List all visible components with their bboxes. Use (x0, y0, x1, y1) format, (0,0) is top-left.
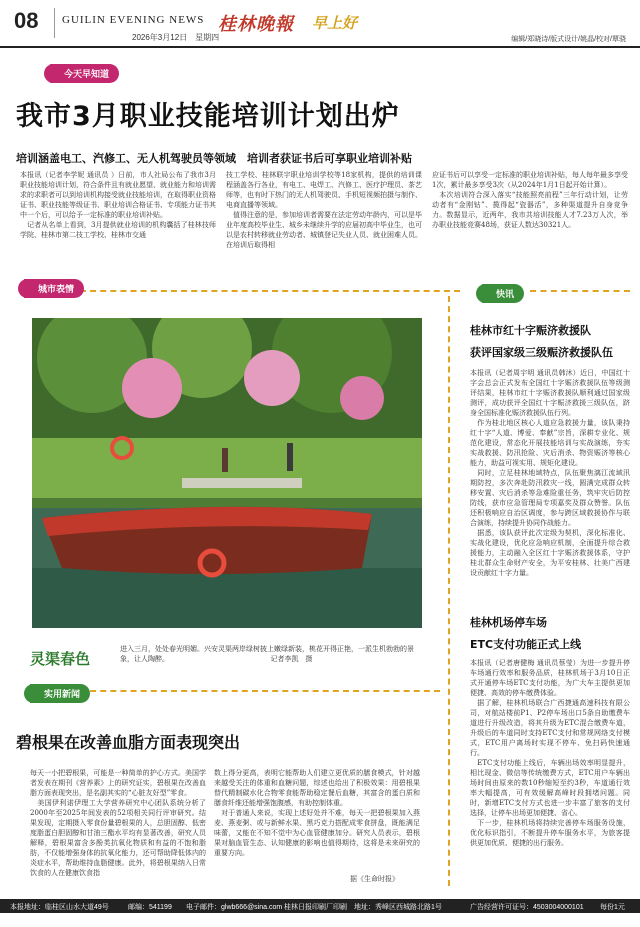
page-number: 08 (14, 8, 39, 33)
paper-name-en: GUILIN EVENING NEWS (62, 14, 205, 26)
lead-headline: 我市3月职业技能培训计划出炉 (16, 101, 400, 132)
issue-date: 2026年3月12日 星期四 (132, 33, 220, 42)
page-footer (0, 899, 640, 913)
dashed-divider-vertical (448, 296, 450, 886)
story1-body: 本报讯（记者周宇明 通讯员韩沐）近日，中国红十字会总会正式发布全国红十字赈济救援队伍等级测评结果，桂林市红十字赈济救援队顺利通过国家级测评，成功获评全国红十字赈济救援三级队伍，跻身全国标准化赈济救援队伍行列。 作为桂北地区核心人道应急救援力量，该队秉持红十字“人道、博爱、奉献”宗旨，深耕专业化、规范化建设，常态化开展技能培训与实战演练，夯实实战救援、防汛抢险、灾后消杀、物资赈济等核心能力，助益可视实用、规矩化建设。 同时，立足桂林地域特点，队伍聚焦漓江流域汛期防控，多次奔赴防汛救灾一线，圆满完成群众转移安置、灾后消杀等急难险重任务，筑牢灾后防控防线，获市应急管理局专项嘉奖及群众赞誉。队伍还积极响应自治区调度，参与跨区域救援协作与联合演练，持续提升协同作战能力。 据悉，该队获评此次定级为契机，深化标准化、实战化建设，优化应急响应机制，全面提升综合救援能力，主动融入全区红十字赈济救援体系，守护桂北群众生命财产安全，为平安桂林、壮美广西建设贡献红十字力量。 (470, 369, 630, 577)
photo-illustration (32, 318, 422, 628)
lead-column-3: 应证书后可以享受一定标准的职业培训补贴，每人每年最多享受1次，累计最多享受3次（从2024年1月1日起开始计算）。 本次培训符合深入落实“技能照亮前程”三年行动计划，让劳动者有“金刚钻”、揽得起“瓷器活”，多种渠道提升自身竞争力。数据显示，近两年，我市共培训技能人才7.23万人次，举办职业技能竞赛48场，获证人数达30321人。 (432, 171, 628, 229)
footer-address: 本报地址：临桂区山水大道49号 (10, 904, 109, 911)
spring-photo (32, 318, 422, 628)
story2-body: 本报讯（记者唐健梅 通讯员蔡莹）为进一步提升停车场通行效率和服务品质，桂林机场于3月10日正式开通停车场ETC支付功能，为广大车主提供更加便捷、高效的停车缴费体验。 据了解，桂林机场联合广西捷通高速科技有限公司，对航站楼前P1、P2停车场出口5条自助缴费车道进行升级改造，将其升级为ETC混合缴费车道，升级后的车道同时支持ETC支付和常规网络支付模式，ETC用户离场时实现不停车、免扫码快速通行。 ETC支付功能上线后，车辆出场效率明显提升，相比现金、微信等传统缴费方式，ETC用户车辆出场时间由原来的数10秒缩短至约3秒，车道通行效率大幅提高，可有效缓解高峰时段拥堵问题。同时，新增ETC支付方式也进一步丰富了旅客的支付选择，让停车出场更加便捷、省心。 下一步，桂林机场将持续完善停车场服务设施，优化标识指引，不断提升停车服务水平，为旅客提供更加优质、便捷的出行服务。 (470, 659, 630, 847)
photo-title: 灵渠春色 (30, 650, 91, 668)
story1-title-line1: 桂林市红十字赈济救援队 (470, 324, 591, 337)
health-column-2: 数上得分更高，表明它能帮助人们建立更优质的膳食模式，针对越来越受关注的体重和血糖问题，综述也给出了积极效果：用碧根果替代精制碳水化合物零食能帮助稳定餐后血糖，其富含的蛋白质和膳食纤维还能增强饱腹感，有助控制体重。 对于普通人来说，实现上述好处并不难，每天一把碧根果加入燕麦、燕麦粥、或与新鲜水果、黑巧克力搭配成零食拼盘，既能满足味蕾，又能在不知不觉中为心血管健康加分。研究人员表示，碧根果对脑血管生态、认知健康的影响也值得期待，这将是未来研究的重要方向。 (214, 769, 420, 857)
health-column-1: 每天一小把碧根果，可能是一种简单的护心方式。美国学者发表在期刊《营养素》上的研究证实，碧根果在改善血脂方面表现突出，是名副其实的“心脏友好型”零食。 美国伊利诺伊理工大学营养研究中心团队系统分析了2000年至2025年间发表的52项相关同行评审研究。结果发现，定期摄入零食份量碧根果的人，总胆固醇、低密度脂蛋白胆固醇和甘油三酯水平均有显著改善，研究人员解释，碧根果富含多酚类抗氧化物质和有益的不饱和脂肪，不仅能增强身体的抗氧化能力，还可帮助降低体内的炎症水平，帮助维持血脂健康。此外，将碧根果纳入日常饮食的人在健康饮食指 (30, 769, 206, 877)
section-tag-city: 城市表情 (24, 279, 84, 298)
footer-postcode: 邮编：541199 (128, 904, 172, 911)
story2-title-line1: 桂林机场停车场 (470, 616, 547, 629)
dashed-divider (80, 690, 440, 692)
story1-title-line2: 获评国家级三级赈济救援队伍 (470, 346, 613, 359)
health-source: 据《生命时报》 (350, 875, 399, 883)
section-tag-quick: 快讯 (482, 284, 524, 303)
lead-subhead: 培训涵盖电工、汽修工、无人机驾驶员等领域 培训者获证书后可享职业培训补贴 (16, 152, 412, 165)
photo-caption: 进入三月，处处春光明媚。兴安灵渠两岸绿树披上嫩绿新装，桃花开得正艳，一派生机勃勃的景象，让人陶醉。 记者李凯 摄 (120, 645, 414, 663)
footer-license: 广告经营许可证号：4503004000101 (470, 904, 584, 911)
footer-price: 每份1元 (600, 904, 625, 911)
footer-printer: 桂林日报印刷厂印刷 地址：秀峰区西城路北路1号 (284, 904, 442, 911)
lead-column-2: 技工学校、桂林联宇职业培训学校等18家机构，提供的培训课程涵盖各行各业，有电工、电焊工、汽修工、医疗护理员、茶艺师等，也有时下热门的无人机驾驶员、手机短视频拍摄与制作、电商直播等领域。 值得注意的是，参加培训者需要在法定劳动年龄内，可以是毕业年度高校毕业生、城乡未继续升学的应届初高中毕业生，也可以是农村转移就业劳动者、城镇登记失业人员、就业困难人员。在培训后取得相 (226, 171, 422, 249)
story2-title-line2: ETC支付功能正式上线 (470, 638, 582, 651)
lead-column-1: 本报讯（记者李学妮 通讯员 ）日前，市人社局公布了我市3月职业技能培训计划，符合条件且有就业愿望、就业能力和培训需求的求职者可以到培训机构接受就业技能培训，在取得职业资格证书、职业技能等级证书、职业培训合格证书、专项能力证书其中一个后，可以给予一定标准的职业培训补贴。 记者从名单上看到，3月提供就业培训的机构囊括了桂林技师学院、桂林市第二技工学校、桂林市交通 (20, 171, 216, 239)
health-headline: 碧根果在改善血脂方面表现突出 (16, 733, 241, 752)
editor-credits: 编辑/郑晓诗/版式设计/姚晶/校对/覃骁 (511, 36, 626, 43)
paper-logo: 桂林晚報 (218, 14, 294, 35)
dashed-divider (80, 290, 460, 292)
section-tag-today: 今天早知道 (50, 64, 119, 83)
footer-email: 电子邮件：glwb666@sina.com (186, 904, 283, 911)
section-tag-news: 实用新闻 (30, 684, 90, 703)
header-divider (54, 8, 55, 38)
dashed-divider (530, 290, 630, 292)
slogan-logo: 早上好 (312, 14, 358, 32)
page-header (0, 0, 640, 48)
